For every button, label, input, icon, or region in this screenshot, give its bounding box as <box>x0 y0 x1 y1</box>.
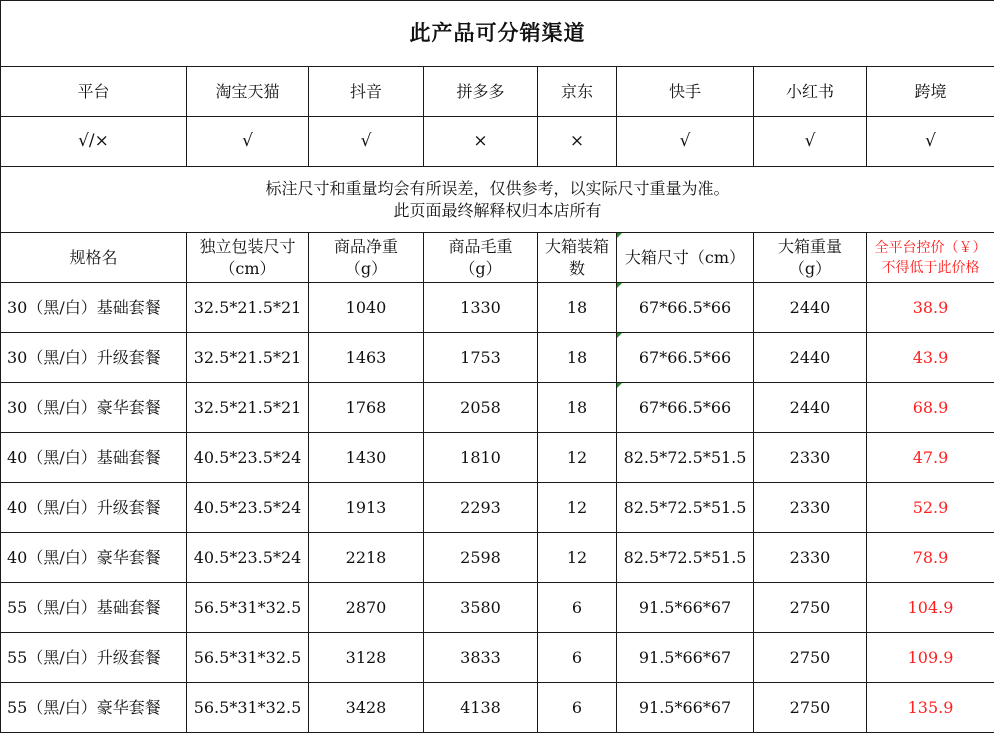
row-net-weight: 1430 <box>309 433 424 483</box>
row-spec-name: 55（黑/白）基础套餐 <box>1 583 187 633</box>
row-gross-weight: 1810 <box>424 433 538 483</box>
row-gross-weight: 2058 <box>424 383 538 433</box>
row-box-qty: 18 <box>538 283 617 333</box>
row-box-size: 91.5*66*67 <box>617 583 754 633</box>
row-pack-size: 56.5*31*32.5 <box>187 683 309 733</box>
row-price: 109.9 <box>867 633 994 683</box>
spec-header-box-weight-line2: （g） <box>788 258 832 278</box>
row-net-weight: 2870 <box>309 583 424 633</box>
spec-header-price-control-line1: 全平台控价（￥） <box>874 239 987 256</box>
channel-mark-jd: × <box>538 117 617 167</box>
row-price: 104.9 <box>867 583 994 633</box>
row-net-weight: 1463 <box>309 333 424 383</box>
row-pack-size: 40.5*23.5*24 <box>187 483 309 533</box>
spec-header-pack-size-line1: 独立包装尺寸 <box>199 236 296 256</box>
spec-header-net-weight-line1: 商品净重 <box>333 236 398 256</box>
row-pack-size: 40.5*23.5*24 <box>187 533 309 583</box>
spec-header-name: 规格名 <box>1 233 187 283</box>
channel-header-xiaohongshu: 小红书 <box>754 67 867 117</box>
row-gross-weight: 1753 <box>424 333 538 383</box>
row-net-weight: 2218 <box>309 533 424 583</box>
channel-header-crossborder: 跨境 <box>867 67 994 117</box>
row-price: 135.9 <box>867 683 994 733</box>
table-row <box>1 483 994 533</box>
row-pack-size: 32.5*21.5*21 <box>187 283 309 333</box>
row-box-qty: 6 <box>538 583 617 633</box>
channel-mark-xiaohongshu: √ <box>754 117 867 167</box>
row-box-qty: 12 <box>538 533 617 583</box>
spec-header-gross-weight-line2: （g） <box>459 258 502 278</box>
row-box-weight: 2440 <box>754 333 867 383</box>
table-row <box>1 583 994 633</box>
row-box-weight: 2440 <box>754 383 867 433</box>
row-box-weight: 2750 <box>754 633 867 683</box>
spec-header-box-weight <box>754 233 867 283</box>
row-box-size: 82.5*72.5*51.5 <box>617 483 754 533</box>
row-pack-size: 32.5*21.5*21 <box>187 383 309 433</box>
row-pack-size: 32.5*21.5*21 <box>187 333 309 383</box>
notice-cell <box>1 167 994 233</box>
row-net-weight: 3128 <box>309 633 424 683</box>
row-spec-name: 40（黑/白）基础套餐 <box>1 433 187 483</box>
spec-header-gross-weight <box>424 233 538 283</box>
row-spec-name: 30（黑/白）升级套餐 <box>1 333 187 383</box>
row-net-weight: 1040 <box>309 283 424 333</box>
channel-header-platform: 平台 <box>1 67 187 117</box>
row-box-size: 67*66.5*66 <box>617 283 754 333</box>
channel-header-taobao: 淘宝天猫 <box>187 67 309 117</box>
title-row <box>1 1 994 67</box>
table-row <box>1 433 994 483</box>
row-box-qty: 18 <box>538 333 617 383</box>
spec-header-box-qty-line1: 大箱装箱 <box>544 236 609 256</box>
row-box-weight: 2330 <box>754 483 867 533</box>
row-pack-size: 56.5*31*32.5 <box>187 583 309 633</box>
row-price: 47.9 <box>867 433 994 483</box>
table-row <box>1 683 994 733</box>
channel-header-jd: 京东 <box>538 67 617 117</box>
row-spec-name: 40（黑/白）豪华套餐 <box>1 533 187 583</box>
channel-header-douyin: 抖音 <box>309 67 424 117</box>
row-pack-size: 40.5*23.5*24 <box>187 433 309 483</box>
notice-line-1: 标注尺寸和重量均会有所误差，仅供参考，以实际尺寸重量为准。 <box>265 178 730 198</box>
row-gross-weight: 2293 <box>424 483 538 533</box>
row-box-weight: 2330 <box>754 533 867 583</box>
row-box-size: 67*66.5*66 <box>617 383 754 433</box>
row-gross-weight: 1330 <box>424 283 538 333</box>
channel-mark-pinduoduo: × <box>424 117 538 167</box>
row-box-qty: 6 <box>538 633 617 683</box>
row-gross-weight: 2598 <box>424 533 538 583</box>
spec-header-pack-size-line2: （cm） <box>219 258 276 278</box>
row-price: 52.9 <box>867 483 994 533</box>
row-spec-name: 55（黑/白）升级套餐 <box>1 633 187 683</box>
channel-mark-legend: √/× <box>1 117 187 167</box>
spec-header-box-qty-line2: 数 <box>568 258 585 278</box>
row-box-size: 91.5*66*67 <box>617 633 754 683</box>
row-box-qty: 6 <box>538 683 617 733</box>
row-pack-size: 56.5*31*32.5 <box>187 633 309 683</box>
row-box-qty: 12 <box>538 433 617 483</box>
spec-header-pack-size <box>187 233 309 283</box>
row-price: 38.9 <box>867 283 994 333</box>
row-box-size: 67*66.5*66 <box>617 333 754 383</box>
spec-header-gross-weight-line1: 商品毛重 <box>448 236 513 256</box>
table-row <box>1 533 994 583</box>
table-title: 此产品可分销渠道 <box>1 1 994 67</box>
spec-header-box-qty <box>538 233 617 283</box>
row-box-size: 82.5*72.5*51.5 <box>617 433 754 483</box>
row-box-qty: 12 <box>538 483 617 533</box>
row-spec-name: 40（黑/白）升级套餐 <box>1 483 187 533</box>
row-box-weight: 2330 <box>754 433 867 483</box>
channel-mark-crossborder: √ <box>867 117 994 167</box>
spec-header-box-size: 大箱尺寸（cm） <box>617 233 754 283</box>
row-price: 78.9 <box>867 533 994 583</box>
notice-row <box>1 167 994 233</box>
row-spec-name: 55（黑/白）豪华套餐 <box>1 683 187 733</box>
spec-header-box-weight-line1: 大箱重量 <box>777 236 842 256</box>
table-row <box>1 383 994 433</box>
table-row <box>1 333 994 383</box>
spec-header-price-control <box>867 233 994 283</box>
table-row <box>1 283 994 333</box>
row-price: 68.9 <box>867 383 994 433</box>
spec-header-net-weight <box>309 233 424 283</box>
row-box-weight: 2750 <box>754 683 867 733</box>
spec-header-price-control-line2: 不得低于此价格 <box>881 259 980 276</box>
row-net-weight: 1913 <box>309 483 424 533</box>
row-box-weight: 2440 <box>754 283 867 333</box>
channel-mark-taobao: √ <box>187 117 309 167</box>
row-spec-name: 30（黑/白）基础套餐 <box>1 283 187 333</box>
spec-header-net-weight-line2: （g） <box>344 258 388 278</box>
channel-header-pinduoduo: 拼多多 <box>424 67 538 117</box>
row-gross-weight: 3833 <box>424 633 538 683</box>
row-box-weight: 2750 <box>754 583 867 633</box>
channel-mark-kuaishou: √ <box>617 117 754 167</box>
row-spec-name: 30（黑/白）豪华套餐 <box>1 383 187 433</box>
spec-header-row <box>1 233 994 283</box>
channel-header-kuaishou: 快手 <box>617 67 754 117</box>
channel-mark-douyin: √ <box>309 117 424 167</box>
row-price: 43.9 <box>867 333 994 383</box>
row-gross-weight: 3580 <box>424 583 538 633</box>
row-gross-weight: 4138 <box>424 683 538 733</box>
row-box-size: 82.5*72.5*51.5 <box>617 533 754 583</box>
row-net-weight: 3428 <box>309 683 424 733</box>
channel-header-row <box>1 67 994 117</box>
notice-line-2: 此页面最终解释权归本店所有 <box>393 200 602 220</box>
channel-mark-row <box>1 117 994 167</box>
row-net-weight: 1768 <box>309 383 424 433</box>
table-row <box>1 633 994 683</box>
row-box-size: 91.5*66*67 <box>617 683 754 733</box>
row-box-qty: 18 <box>538 383 617 433</box>
